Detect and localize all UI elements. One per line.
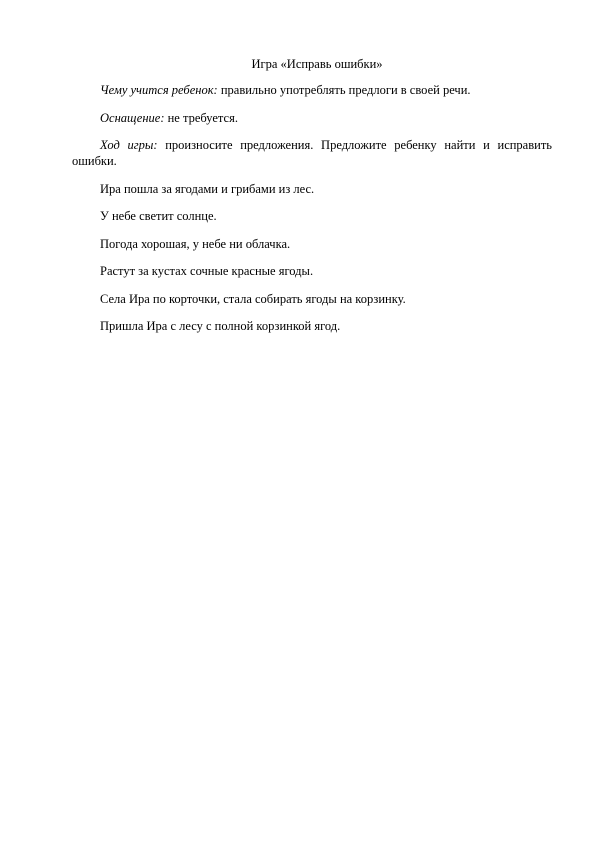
sentence-item: Села Ира по корточки, стала собирать ягоды на корзинку. <box>100 291 406 306</box>
sentence-item: Пришла Ира с лесу с полной корзинкой ягод. <box>100 319 341 333</box>
document-title <box>72 56 552 72</box>
game-procedure-text: произносите предложения. Предложите ребенку найти и исправить ошибки. <box>72 138 552 168</box>
learning-goal-text: правильно употреблять предлоги в своей речи. <box>217 83 471 97</box>
sentence-item: Погода хорошая, у небе ни облачка. <box>100 236 291 251</box>
sentence-item: Растут за кустах сочные красные ягоды. <box>100 264 314 278</box>
intro-paragraph-equipment <box>72 110 552 126</box>
intro-paragraph-learning-goal <box>72 82 552 98</box>
title-text: Игра «Исправь ошибки» <box>251 57 383 71</box>
document-page <box>72 56 552 346</box>
learning-goal-label: Чему учится ребенок: <box>100 83 218 97</box>
game-procedure-label: Ход игры: <box>100 138 158 152</box>
intro-paragraph-game-procedure <box>72 137 552 169</box>
equipment-label: Оснащение: <box>100 110 165 125</box>
sentence-item: Ира пошла за ягодами и грибами из лес. <box>100 181 315 196</box>
sentence-item: У небе светит солнце. <box>100 209 217 223</box>
equipment-text: не требуется. <box>164 110 238 125</box>
